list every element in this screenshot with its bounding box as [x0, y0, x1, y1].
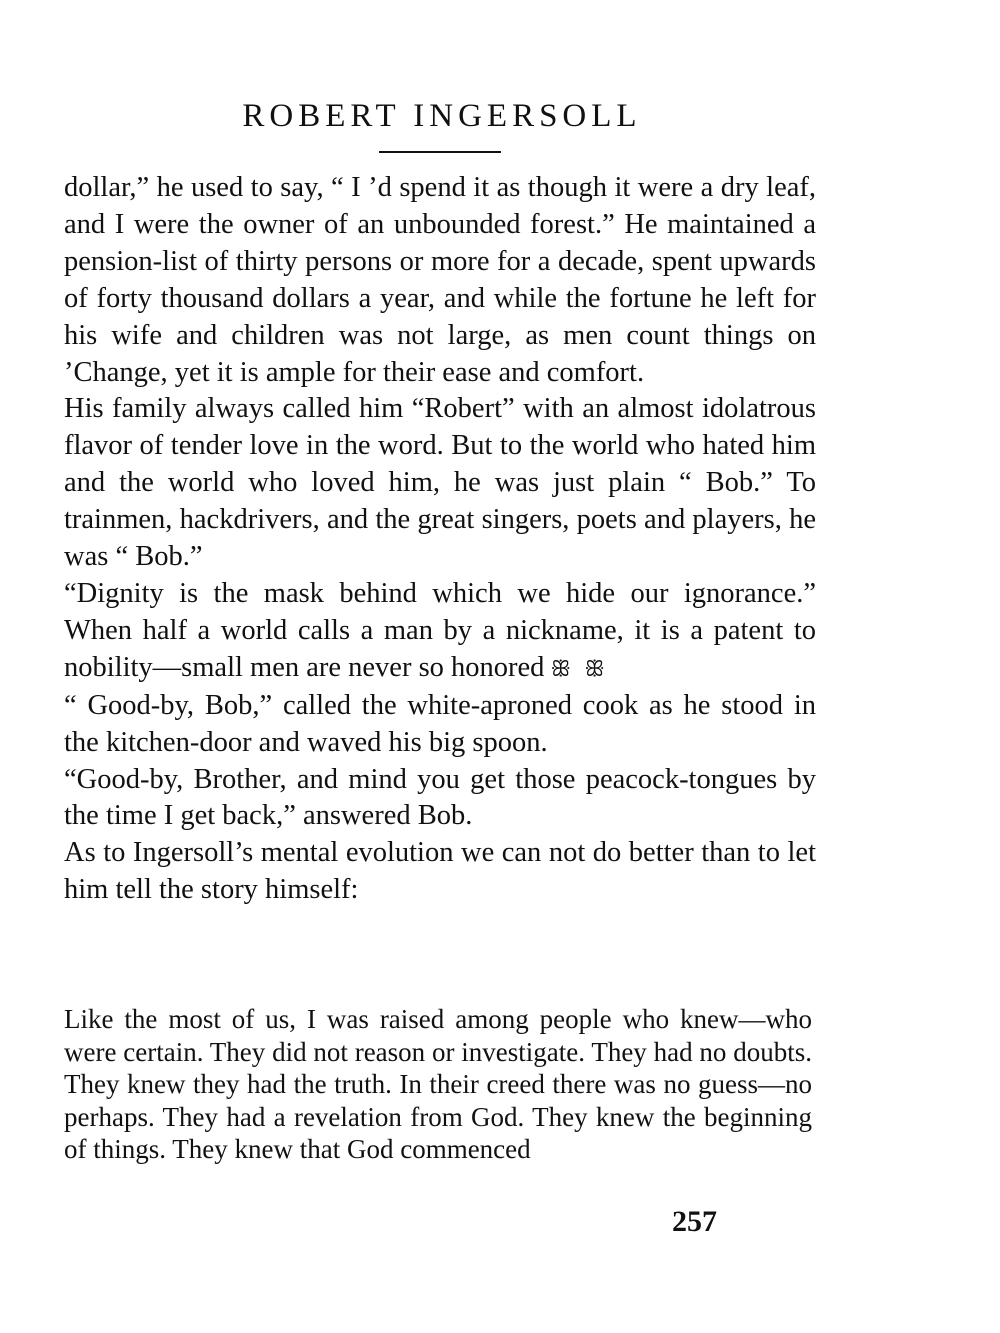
paragraph-6: As to Ingersoll’s mental evolution we can not do better than to let him tell the story himself: — [64, 837, 816, 906]
main-text — [64, 170, 816, 909]
fleuron-ornament-icon: ꕥ ꕥ — [550, 655, 609, 681]
paragraph-1: dollar,” he used to say, “ I ’d spend it as though it were a dry leaf, and I were the owner of an unbounded forest.” He maintained a pension-list of thirty persons or more for a decade, spent upwards of forty thousand dollars a year, and while the fortune he left for his wife and children was not large, as men count things on ’Change, yet it is ample for their ease and comfort. — [64, 172, 816, 388]
running-head: ROBERT INGERSOLL — [242, 98, 642, 134]
paragraph-4: “ Good-by, Bob,” called the white-aproned cook as he stood in the kitchen-door and waved his big spoon. — [64, 689, 816, 758]
page-number: 257 — [672, 1205, 717, 1238]
head-rule — [379, 151, 501, 153]
paragraph-3 — [64, 576, 816, 688]
paragraph-2: His family always called him “Robert” with an almost idolatrous flavor of tender love in the word. But to the world who hated him and the world who loved him, he was just plain “ Bob.” To trainmen, hackdrivers, and the great singers, poets and players, he was “ Bob.” — [64, 393, 816, 573]
block-quote-text: Like the most of us, I was raised among people who knew—who were certain. They did not reason or investigate. They had no doubts. They knew they had the truth. In their creed there was no guess—no perhaps. They had a revelation from God. They knew the beginning of things. They knew that God commenced — [64, 1004, 812, 1164]
block-quote — [64, 1003, 812, 1166]
paragraph-3-text: “Dignity is the mask behind which we hide our ignorance.” When half a world calls a man by a nickname, it is a patent to nobility—small men are never so honored — [64, 577, 816, 683]
paragraph-5: “Good-by, Brother, and mind you get those peacock-tongues by the time I get back,” answered Bob. — [64, 763, 816, 832]
